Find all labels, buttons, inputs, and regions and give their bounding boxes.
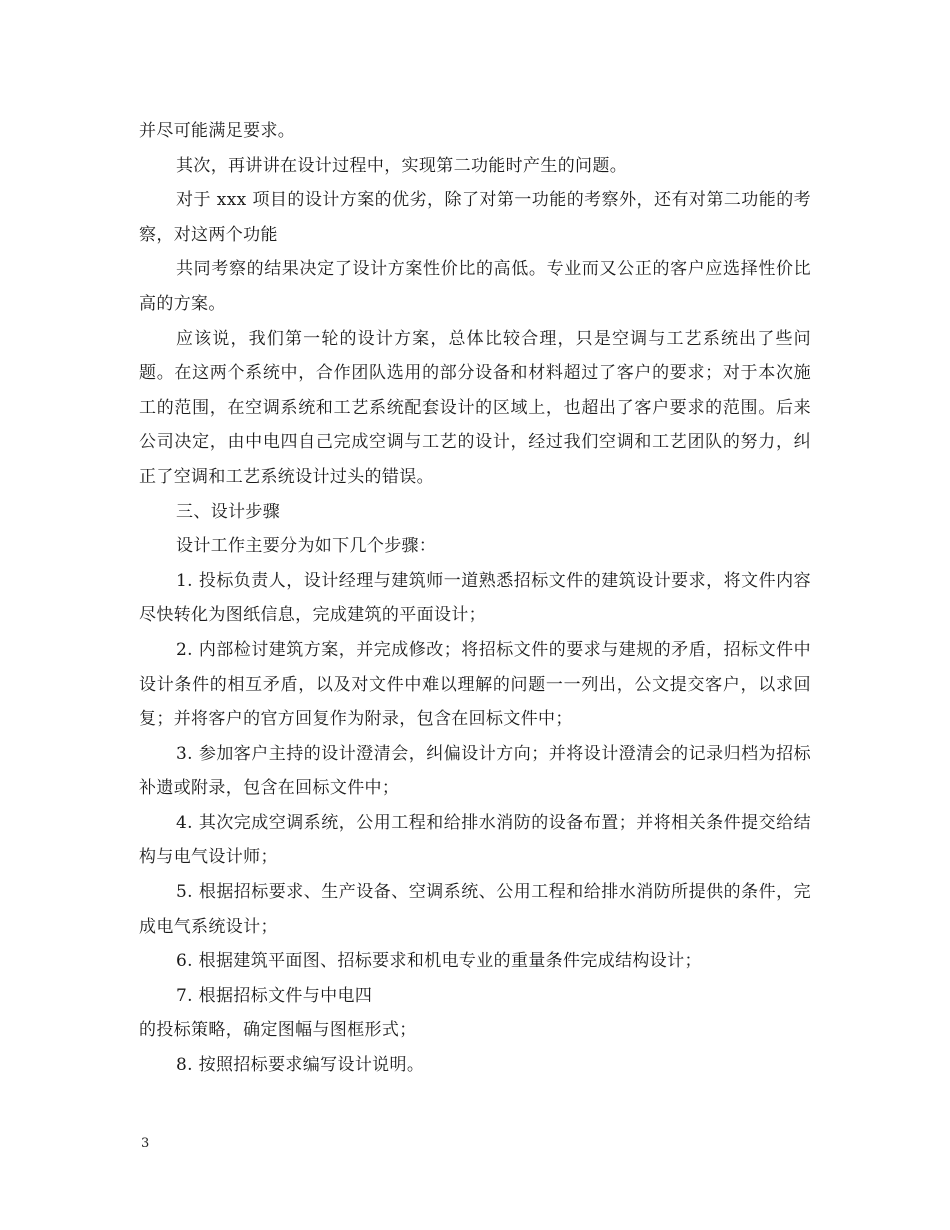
paragraph-5: 应该说，我们第一轮的设计方案，总体比较合理，只是空调与工艺系统出了些问题。在这两个系统中，合作团队选用的部分设备和材料超过了客户的要求；对于本次施工的范围，在空调系统和工艺系统配套设计的区域上，也超出了客户要求的范围。后来公司决定，由中电四自己完成空调与工艺的设计，经过我们空调和工艺团队的努力，纠正了空调和工艺系统设计过头的错误。 [139,328,811,487]
list-item-6: 6. 根据建筑平面图、招标要求和机电专业的重量条件完成结构设计； [176,951,702,972]
paragraph-4: 共同考察的结果决定了设计方案性价比的高低。专业而又公正的客户应选择性价比高的方案。 [139,259,811,314]
paragraph-7: 设计工作主要分为如下几个步骤： [176,536,437,557]
list-item-7: 7. 根据招标文件与中电四 [176,985,373,1006]
list-item-8: 8. 按照招标要求编写设计说明。 [176,1055,425,1076]
list-item-4: 4. 其次完成空调系统，公用工程和给排水消防的设备布置；并将相关条件提交给结构与电气设计师； [139,812,811,868]
page-number: 3 [141,1136,150,1151]
paragraph-3: 对于 xxx 项目的设计方案的优劣，除了对第一功能的考察外，还有对第二功能的考察，对这两个功能 [139,190,811,245]
paragraph-2: 其次，再讲讲在设计过程中，实现第二功能时产生的问题。 [176,155,628,176]
list-item-7-continued: 的投标策略，确定图幅与图框形式； [139,1020,417,1041]
document-body [139,114,811,1083]
list-item-3: 3. 参加客户主持的设计澄清会，纠偏设计方向；并将设计澄清会的记录归档为招标补遗或附录，包含在回标文件中； [139,743,811,799]
paragraph-1: 并尽可能满足要求。 [139,121,296,141]
list-item-5: 5. 根据招标要求、生产设备、空调系统、公用工程和给排水消防所提供的条件，完成电气系统设计； [139,882,811,937]
section-heading-design-steps: 三、设计步骤 [176,501,281,522]
list-item-2: 2. 内部检讨建筑方案，并完成修改；将招标文件的要求与建规的矛盾，招标文件中设计条件的相互矛盾，以及对文件中难以理解的问题一一列出，公文提交客户，以求回复；并将客户的官方回复作为附录，包含在回标文件中； [139,639,811,730]
list-item-1: 1. 投标负责人，设计经理与建筑师一道熟悉招标文件的建筑设计要求，将文件内容尽快转化为图纸信息，完成建筑的平面设计； [139,570,811,626]
